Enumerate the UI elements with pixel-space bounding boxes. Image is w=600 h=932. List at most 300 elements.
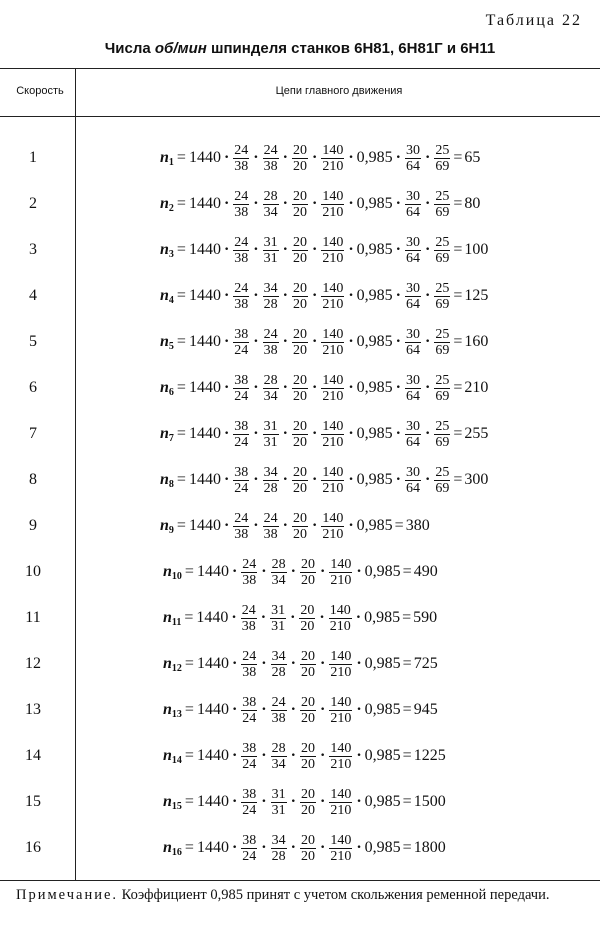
slip-coefficient: 0,985 bbox=[364, 563, 401, 580]
gear-ratio bbox=[329, 603, 352, 634]
ratio-denominator: 20 bbox=[300, 756, 315, 772]
gear-ratio bbox=[434, 465, 450, 496]
multiply-dot: · bbox=[282, 241, 288, 258]
gear-ratio bbox=[241, 833, 257, 864]
ratio-numerator: 20 bbox=[300, 740, 315, 756]
gear-ratio bbox=[292, 235, 308, 266]
spindle-rpm-result: 255 bbox=[464, 425, 489, 442]
speed-subscript: 8 bbox=[168, 478, 174, 490]
multiply-dot: · bbox=[395, 333, 401, 350]
ratio-numerator: 140 bbox=[322, 510, 344, 526]
gear-ratio bbox=[321, 143, 344, 174]
multiply-dot: · bbox=[425, 425, 431, 442]
ratio-numerator: 31 bbox=[271, 602, 286, 618]
equals-sign: = bbox=[394, 517, 404, 534]
speed-variable: $n_7$ bbox=[160, 424, 174, 444]
slip-coefficient: 0,985 bbox=[356, 333, 393, 350]
multiply-dot: · bbox=[261, 747, 267, 764]
ratio-denominator: 20 bbox=[300, 572, 315, 588]
speed-variable: $n_{16}$ bbox=[163, 838, 182, 858]
ratio-denominator: 69 bbox=[435, 158, 450, 174]
gear-ratio bbox=[233, 189, 249, 220]
spindle-rpm-result: 1225 bbox=[413, 747, 446, 764]
gear-ratio bbox=[434, 373, 450, 404]
ratio-denominator: 38 bbox=[234, 204, 249, 220]
table-row bbox=[0, 366, 600, 410]
multiply-dot: · bbox=[253, 241, 259, 258]
gear-ratio bbox=[241, 603, 257, 634]
equals-sign: = bbox=[402, 655, 412, 672]
equals-sign: = bbox=[176, 149, 186, 166]
gear-ratio bbox=[271, 833, 287, 864]
ratio-numerator: 20 bbox=[292, 188, 307, 204]
gear-ratio bbox=[233, 235, 249, 266]
speed-formula bbox=[160, 366, 488, 410]
slip-coefficient: 0,985 bbox=[364, 747, 401, 764]
motor-rpm: 1440 bbox=[188, 379, 221, 396]
gear-ratio bbox=[263, 235, 279, 266]
equals-sign: = bbox=[184, 701, 194, 718]
table-number-label: Таблица 22 bbox=[485, 12, 582, 29]
ratio-numerator: 20 bbox=[292, 234, 307, 250]
slip-coefficient: 0,985 bbox=[364, 839, 401, 856]
speed-number: 7 bbox=[29, 425, 37, 442]
ratio-denominator: 64 bbox=[406, 480, 420, 496]
gear-ratio bbox=[292, 419, 308, 450]
ratio-denominator: 20 bbox=[292, 204, 307, 220]
motor-rpm: 1440 bbox=[196, 839, 229, 856]
speed-variable: $n_4$ bbox=[160, 286, 174, 306]
equals-sign: = bbox=[184, 747, 194, 764]
gear-ratio bbox=[241, 787, 257, 818]
ratio-numerator: 24 bbox=[241, 602, 256, 618]
ratio-denominator: 210 bbox=[330, 572, 352, 588]
ratio-denominator: 28 bbox=[271, 848, 286, 864]
title-prefix: Числа bbox=[104, 40, 155, 57]
multiply-dot: · bbox=[223, 379, 230, 396]
gear-ratio bbox=[263, 419, 279, 450]
motor-rpm: 1440 bbox=[188, 241, 221, 258]
multiply-dot: · bbox=[282, 195, 288, 212]
ratio-numerator: 25 bbox=[435, 418, 450, 434]
ratio-denominator: 20 bbox=[292, 434, 307, 450]
multiply-dot: · bbox=[261, 701, 267, 718]
ratio-numerator: 140 bbox=[330, 556, 352, 572]
ratio-denominator: 20 bbox=[292, 158, 307, 174]
multiply-dot: · bbox=[356, 701, 362, 718]
gear-ratio bbox=[263, 281, 279, 312]
ratio-denominator: 64 bbox=[406, 250, 420, 266]
multiply-dot: · bbox=[319, 655, 326, 672]
gear-ratio bbox=[233, 511, 249, 542]
ratio-denominator: 20 bbox=[292, 480, 307, 496]
gear-ratio bbox=[329, 649, 352, 680]
ratio-denominator: 20 bbox=[292, 296, 307, 312]
ratio-denominator: 20 bbox=[300, 710, 315, 726]
ratio-numerator: 140 bbox=[322, 326, 344, 342]
speed-formula bbox=[160, 320, 488, 364]
multiply-dot: · bbox=[348, 287, 354, 304]
gear-ratio bbox=[263, 373, 279, 404]
slip-coefficient: 0,985 bbox=[356, 195, 393, 212]
ratio-denominator: 210 bbox=[322, 250, 344, 266]
ratio-numerator: 20 bbox=[300, 648, 315, 664]
speed-number: 8 bbox=[29, 471, 37, 488]
ratio-denominator: 38 bbox=[234, 526, 249, 542]
spindle-rpm-result: 1800 bbox=[413, 839, 446, 856]
ratio-denominator: 69 bbox=[435, 296, 450, 312]
multiply-dot: · bbox=[311, 241, 318, 258]
speed-variable: $n_{14}$ bbox=[163, 746, 182, 766]
ratio-denominator: 210 bbox=[330, 756, 352, 772]
gear-ratio bbox=[292, 281, 308, 312]
multiply-dot: · bbox=[356, 793, 362, 810]
ratio-denominator: 24 bbox=[234, 480, 249, 496]
spindle-rpm-result: 160 bbox=[464, 333, 489, 350]
gear-ratio bbox=[329, 741, 352, 772]
equals-sign: = bbox=[453, 425, 463, 442]
gear-ratio bbox=[329, 695, 352, 726]
speed-number: 3 bbox=[29, 241, 37, 258]
gear-ratio bbox=[300, 557, 316, 588]
speed-variable: $n_{15}$ bbox=[163, 792, 182, 812]
multiply-dot: · bbox=[231, 747, 238, 764]
table-row bbox=[0, 182, 600, 226]
ratio-numerator: 30 bbox=[406, 418, 420, 434]
spindle-rpm-result: 1500 bbox=[413, 793, 446, 810]
ratio-numerator: 20 bbox=[292, 372, 307, 388]
spindle-rpm-result: 80 bbox=[464, 195, 481, 212]
ratio-denominator: 38 bbox=[263, 526, 278, 542]
motor-rpm: 1440 bbox=[188, 287, 221, 304]
ratio-numerator: 28 bbox=[263, 188, 278, 204]
multiply-dot: · bbox=[282, 149, 288, 166]
speed-variable: $n_{12}$ bbox=[163, 654, 182, 674]
ratio-numerator: 20 bbox=[292, 142, 307, 158]
ratio-numerator: 140 bbox=[330, 832, 352, 848]
ratio-numerator: 28 bbox=[263, 372, 278, 388]
ratio-denominator: 69 bbox=[435, 250, 450, 266]
ratio-denominator: 69 bbox=[435, 388, 450, 404]
ratio-denominator: 20 bbox=[300, 664, 315, 680]
ratio-numerator: 31 bbox=[263, 418, 278, 434]
ratio-numerator: 25 bbox=[435, 142, 450, 158]
ratio-denominator: 38 bbox=[242, 572, 257, 588]
multiply-dot: · bbox=[311, 195, 318, 212]
speed-formula bbox=[163, 826, 446, 870]
ratio-denominator: 64 bbox=[406, 158, 420, 174]
speed-subscript: 10 bbox=[171, 570, 182, 582]
equals-sign: = bbox=[453, 149, 463, 166]
multiply-dot: · bbox=[260, 609, 267, 626]
ratio-numerator: 25 bbox=[435, 464, 450, 480]
ratio-denominator: 210 bbox=[322, 526, 344, 542]
table-row bbox=[0, 136, 600, 180]
ratio-numerator: 140 bbox=[330, 648, 352, 664]
table-header-rule bbox=[0, 116, 600, 117]
table-row bbox=[0, 642, 600, 686]
table-bottom-rule bbox=[0, 880, 600, 881]
ratio-numerator: 38 bbox=[242, 740, 257, 756]
slip-coefficient: 0,985 bbox=[356, 517, 393, 534]
equals-sign: = bbox=[453, 333, 463, 350]
ratio-denominator: 20 bbox=[300, 618, 315, 634]
ratio-numerator: 24 bbox=[234, 234, 249, 250]
ratio-numerator: 24 bbox=[234, 510, 249, 526]
multiply-dot: · bbox=[311, 425, 318, 442]
ratio-denominator: 31 bbox=[271, 618, 286, 634]
multiply-dot: · bbox=[311, 517, 318, 534]
speed-number: 11 bbox=[25, 609, 41, 626]
speed-formula bbox=[163, 780, 446, 824]
ratio-numerator: 140 bbox=[322, 464, 344, 480]
equals-sign: = bbox=[176, 517, 186, 534]
speed-formula bbox=[160, 504, 430, 548]
speed-subscript: 13 bbox=[171, 708, 182, 720]
equals-sign: = bbox=[184, 655, 194, 672]
gear-ratio bbox=[321, 189, 344, 220]
motor-rpm: 1440 bbox=[196, 793, 229, 810]
multiply-dot: · bbox=[319, 747, 326, 764]
speed-subscript: 6 bbox=[168, 386, 174, 398]
speed-subscript: 2 bbox=[168, 202, 174, 214]
multiply-dot: · bbox=[425, 241, 431, 258]
ratio-denominator: 20 bbox=[292, 388, 307, 404]
multiply-dot: · bbox=[282, 287, 288, 304]
multiply-dot: · bbox=[231, 839, 238, 856]
gear-ratio bbox=[321, 235, 344, 266]
gear-ratio bbox=[241, 649, 257, 680]
speed-number: 16 bbox=[25, 839, 41, 856]
ratio-denominator: 20 bbox=[292, 250, 307, 266]
gear-ratio bbox=[405, 143, 421, 174]
ratio-denominator: 34 bbox=[271, 756, 286, 772]
ratio-numerator: 20 bbox=[292, 418, 307, 434]
ratio-numerator: 20 bbox=[292, 280, 307, 296]
equals-sign: = bbox=[176, 241, 186, 258]
gear-ratio bbox=[271, 741, 287, 772]
speed-number: 1 bbox=[29, 149, 37, 166]
slip-coefficient: 0,985 bbox=[356, 379, 393, 396]
ratio-numerator: 140 bbox=[329, 602, 351, 618]
title-suffix: шпинделя станков 6Н81, 6Н81Г и 6Н11 bbox=[206, 40, 496, 57]
equals-sign: = bbox=[453, 195, 463, 212]
gear-ratio bbox=[300, 649, 316, 680]
spindle-rpm-result: 725 bbox=[413, 655, 438, 672]
ratio-numerator: 20 bbox=[300, 602, 315, 618]
ratio-numerator: 140 bbox=[330, 694, 352, 710]
gear-ratio bbox=[263, 465, 279, 496]
speed-number: 13 bbox=[25, 701, 41, 718]
speed-formula bbox=[160, 136, 480, 180]
multiply-dot: · bbox=[253, 287, 259, 304]
equals-sign: = bbox=[184, 563, 194, 580]
gear-ratio bbox=[321, 281, 344, 312]
gear-ratio bbox=[241, 695, 257, 726]
gear-ratio bbox=[233, 465, 249, 496]
spindle-rpm-result: 945 bbox=[413, 701, 438, 718]
ratio-denominator: 38 bbox=[242, 664, 257, 680]
multiply-dot: · bbox=[348, 333, 354, 350]
spindle-rpm-result: 490 bbox=[413, 563, 438, 580]
footnote bbox=[16, 886, 586, 905]
speed-formula bbox=[160, 182, 480, 226]
speed-number: 6 bbox=[29, 379, 37, 396]
multiply-dot: · bbox=[290, 747, 296, 764]
multiply-dot: · bbox=[223, 149, 230, 166]
table-title bbox=[0, 40, 600, 57]
gear-ratio bbox=[434, 281, 450, 312]
ratio-denominator: 31 bbox=[263, 250, 278, 266]
ratio-denominator: 210 bbox=[322, 388, 344, 404]
speed-number: 10 bbox=[25, 563, 41, 580]
multiply-dot: · bbox=[253, 149, 259, 166]
multiply-dot: · bbox=[290, 609, 296, 626]
table-top-rule bbox=[0, 68, 600, 69]
ratio-numerator: 31 bbox=[263, 234, 278, 250]
multiply-dot: · bbox=[253, 425, 259, 442]
ratio-denominator: 210 bbox=[322, 480, 344, 496]
title-unit: об/мин bbox=[154, 40, 207, 57]
multiply-dot: · bbox=[253, 517, 259, 534]
ratio-denominator: 24 bbox=[234, 388, 249, 404]
table-row bbox=[0, 228, 600, 272]
multiply-dot: · bbox=[311, 287, 318, 304]
ratio-numerator: 140 bbox=[322, 418, 344, 434]
spindle-rpm-result: 210 bbox=[464, 379, 489, 396]
multiply-dot: · bbox=[348, 425, 354, 442]
gear-ratio bbox=[434, 327, 450, 358]
ratio-denominator: 28 bbox=[263, 296, 278, 312]
gear-ratio bbox=[434, 189, 450, 220]
gear-ratio bbox=[434, 419, 450, 450]
motor-rpm: 1440 bbox=[196, 655, 229, 672]
gear-ratio bbox=[263, 189, 279, 220]
speed-subscript: 4 bbox=[168, 294, 174, 306]
multiply-dot: · bbox=[311, 149, 318, 166]
ratio-numerator: 24 bbox=[234, 142, 249, 158]
gear-ratio bbox=[329, 833, 352, 864]
slip-coefficient: 0,985 bbox=[356, 241, 393, 258]
ratio-numerator: 30 bbox=[406, 142, 420, 158]
multiply-dot: · bbox=[223, 195, 230, 212]
ratio-denominator: 210 bbox=[329, 618, 351, 634]
slip-coefficient: 0,985 bbox=[364, 793, 401, 810]
equals-sign: = bbox=[184, 609, 194, 626]
multiply-dot: · bbox=[311, 471, 318, 488]
ratio-denominator: 24 bbox=[242, 756, 257, 772]
multiply-dot: · bbox=[319, 839, 326, 856]
ratio-numerator: 140 bbox=[322, 234, 344, 250]
slip-coefficient: 0,985 bbox=[364, 609, 401, 626]
ratio-denominator: 38 bbox=[234, 296, 249, 312]
table-row bbox=[0, 274, 600, 318]
equals-sign: = bbox=[453, 287, 463, 304]
multiply-dot: · bbox=[253, 195, 259, 212]
ratio-numerator: 28 bbox=[271, 556, 286, 572]
ratio-numerator: 34 bbox=[271, 648, 286, 664]
speed-subscript: 12 bbox=[171, 662, 182, 674]
spindle-rpm-result: 380 bbox=[405, 517, 430, 534]
multiply-dot: · bbox=[425, 379, 431, 396]
speed-variable: $n_{10}$ bbox=[163, 562, 182, 582]
multiply-dot: · bbox=[261, 793, 267, 810]
speed-formula bbox=[163, 642, 438, 686]
ratio-numerator: 31 bbox=[271, 786, 286, 802]
motor-rpm: 1440 bbox=[196, 609, 229, 626]
multiply-dot: · bbox=[253, 471, 259, 488]
ratio-numerator: 38 bbox=[234, 326, 249, 342]
ratio-denominator: 210 bbox=[330, 664, 352, 680]
gear-ratio bbox=[270, 603, 286, 634]
gear-ratio bbox=[405, 419, 421, 450]
speed-subscript: 15 bbox=[171, 800, 182, 812]
speed-variable: $n_1$ bbox=[160, 148, 174, 168]
ratio-denominator: 24 bbox=[234, 434, 249, 450]
ratio-denominator: 24 bbox=[242, 802, 257, 818]
multiply-dot: · bbox=[395, 287, 401, 304]
multiply-dot: · bbox=[223, 333, 230, 350]
ratio-numerator: 25 bbox=[435, 188, 450, 204]
table-row bbox=[0, 320, 600, 364]
gear-ratio bbox=[299, 603, 315, 634]
speed-subscript: 7 bbox=[168, 432, 174, 444]
ratio-numerator: 20 bbox=[292, 464, 307, 480]
multiply-dot: · bbox=[282, 379, 288, 396]
gear-ratio bbox=[271, 695, 287, 726]
ratio-denominator: 20 bbox=[300, 848, 315, 864]
ratio-denominator: 64 bbox=[406, 388, 420, 404]
motor-rpm: 1440 bbox=[188, 425, 221, 442]
speed-number: 9 bbox=[29, 517, 37, 534]
gear-ratio bbox=[434, 235, 450, 266]
ratio-numerator: 140 bbox=[330, 740, 352, 756]
ratio-denominator: 24 bbox=[242, 710, 257, 726]
speed-formula bbox=[163, 596, 437, 640]
multiply-dot: · bbox=[348, 241, 354, 258]
motor-rpm: 1440 bbox=[196, 747, 229, 764]
motor-rpm: 1440 bbox=[196, 701, 229, 718]
equals-sign: = bbox=[402, 747, 412, 764]
speed-variable: $n_9$ bbox=[160, 516, 174, 536]
table-row bbox=[0, 412, 600, 456]
multiply-dot: · bbox=[395, 379, 401, 396]
multiply-dot: · bbox=[355, 609, 362, 626]
gear-ratio bbox=[405, 235, 421, 266]
gear-ratio bbox=[271, 787, 287, 818]
speed-number: 5 bbox=[29, 333, 37, 350]
speed-formula bbox=[160, 228, 488, 272]
multiply-dot: · bbox=[356, 563, 362, 580]
equals-sign: = bbox=[402, 563, 412, 580]
speed-subscript: 1 bbox=[168, 156, 174, 168]
ratio-numerator: 30 bbox=[406, 188, 420, 204]
speed-number: 4 bbox=[29, 287, 37, 304]
equals-sign: = bbox=[176, 287, 186, 304]
ratio-denominator: 38 bbox=[234, 250, 249, 266]
motor-rpm: 1440 bbox=[188, 517, 221, 534]
multiply-dot: · bbox=[231, 563, 238, 580]
multiply-dot: · bbox=[290, 793, 296, 810]
equals-sign: = bbox=[184, 839, 194, 856]
spindle-rpm-result: 590 bbox=[413, 609, 438, 626]
ratio-numerator: 140 bbox=[322, 188, 344, 204]
multiply-dot: · bbox=[395, 241, 401, 258]
multiply-dot: · bbox=[319, 609, 325, 626]
ratio-denominator: 24 bbox=[234, 342, 249, 358]
speed-variable: $n_6$ bbox=[160, 378, 174, 398]
gear-ratio bbox=[321, 327, 344, 358]
